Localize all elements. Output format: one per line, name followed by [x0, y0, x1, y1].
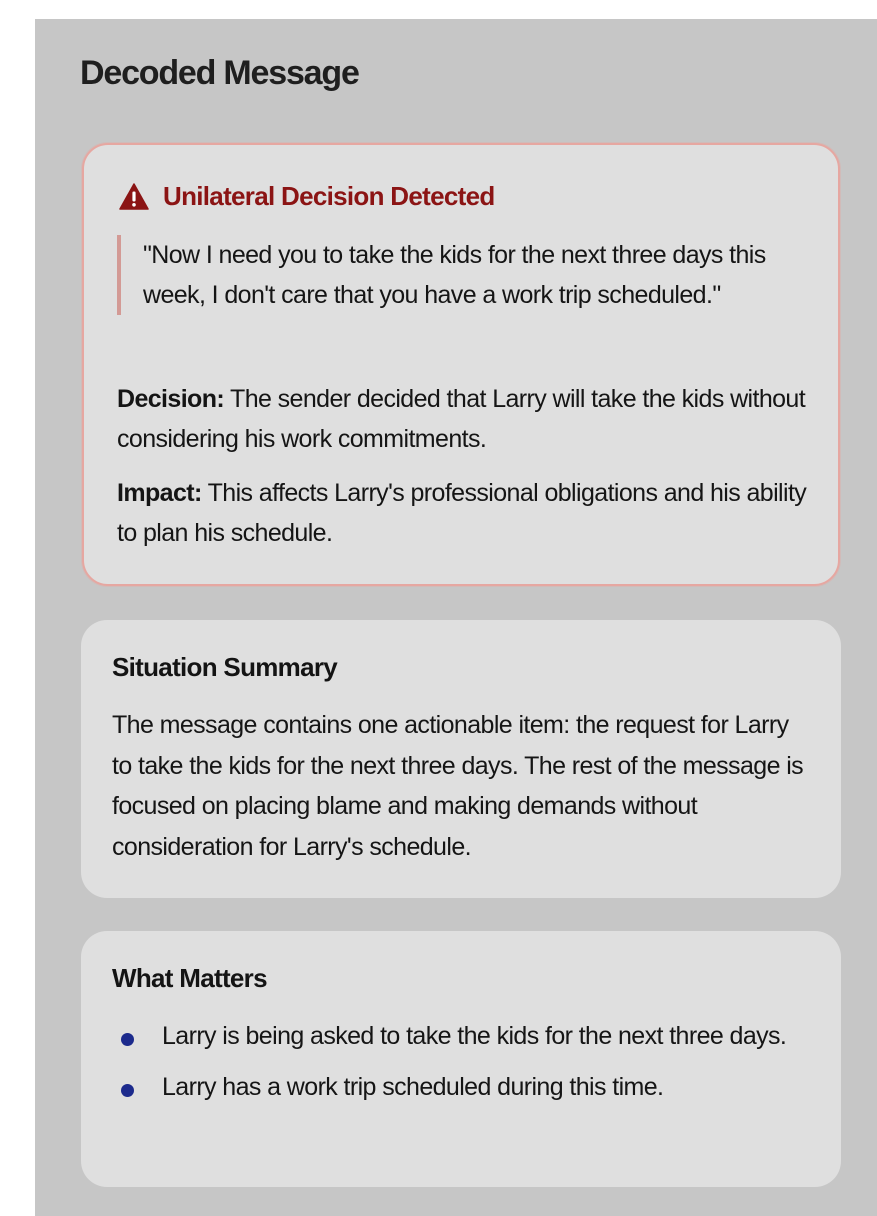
impact-label: Impact: — [117, 479, 202, 507]
warning-triangle-icon — [119, 183, 149, 210]
list-item-text: Larry is being asked to take the kids for the next three days. — [162, 1022, 787, 1050]
impact-detail — [117, 473, 807, 553]
what-matters-heading: What Matters — [112, 963, 267, 993]
alert-title: Unilateral Decision Detected — [163, 181, 495, 211]
list-item — [112, 1067, 812, 1108]
list-item — [112, 1016, 812, 1057]
situation-summary-card — [81, 620, 841, 898]
page-title: Decoded Message — [80, 54, 359, 92]
list-item-text: Larry has a work trip scheduled during this time. — [162, 1072, 664, 1101]
quoted-message: "Now I need you to take the kids for the next three days this week, I don't care that you have a work trip scheduled." — [117, 235, 803, 315]
impact-text: This affects Larry's professional obligations and his ability to plan his schedule. — [117, 479, 807, 547]
decision-detail — [117, 379, 807, 459]
unilateral-decision-card — [82, 143, 840, 586]
what-matters-list — [112, 1016, 812, 1117]
bullet-dot-icon — [121, 1084, 134, 1097]
decision-text: The sender decided that Larry will take the kids without considering his work commitments. — [117, 385, 806, 453]
situation-summary-text: The message contains one actionable item: the request for Larry to take the kids for the next three days. The rest of the message is focused on placing blame and making demands without consideration for Larry's schedule. — [112, 711, 804, 861]
decision-label: Decision: — [117, 385, 225, 413]
alert-header — [119, 181, 495, 212]
situation-summary-heading: Situation Summary — [112, 652, 338, 682]
bullet-dot-icon — [121, 1033, 134, 1046]
what-matters-card — [81, 931, 841, 1187]
